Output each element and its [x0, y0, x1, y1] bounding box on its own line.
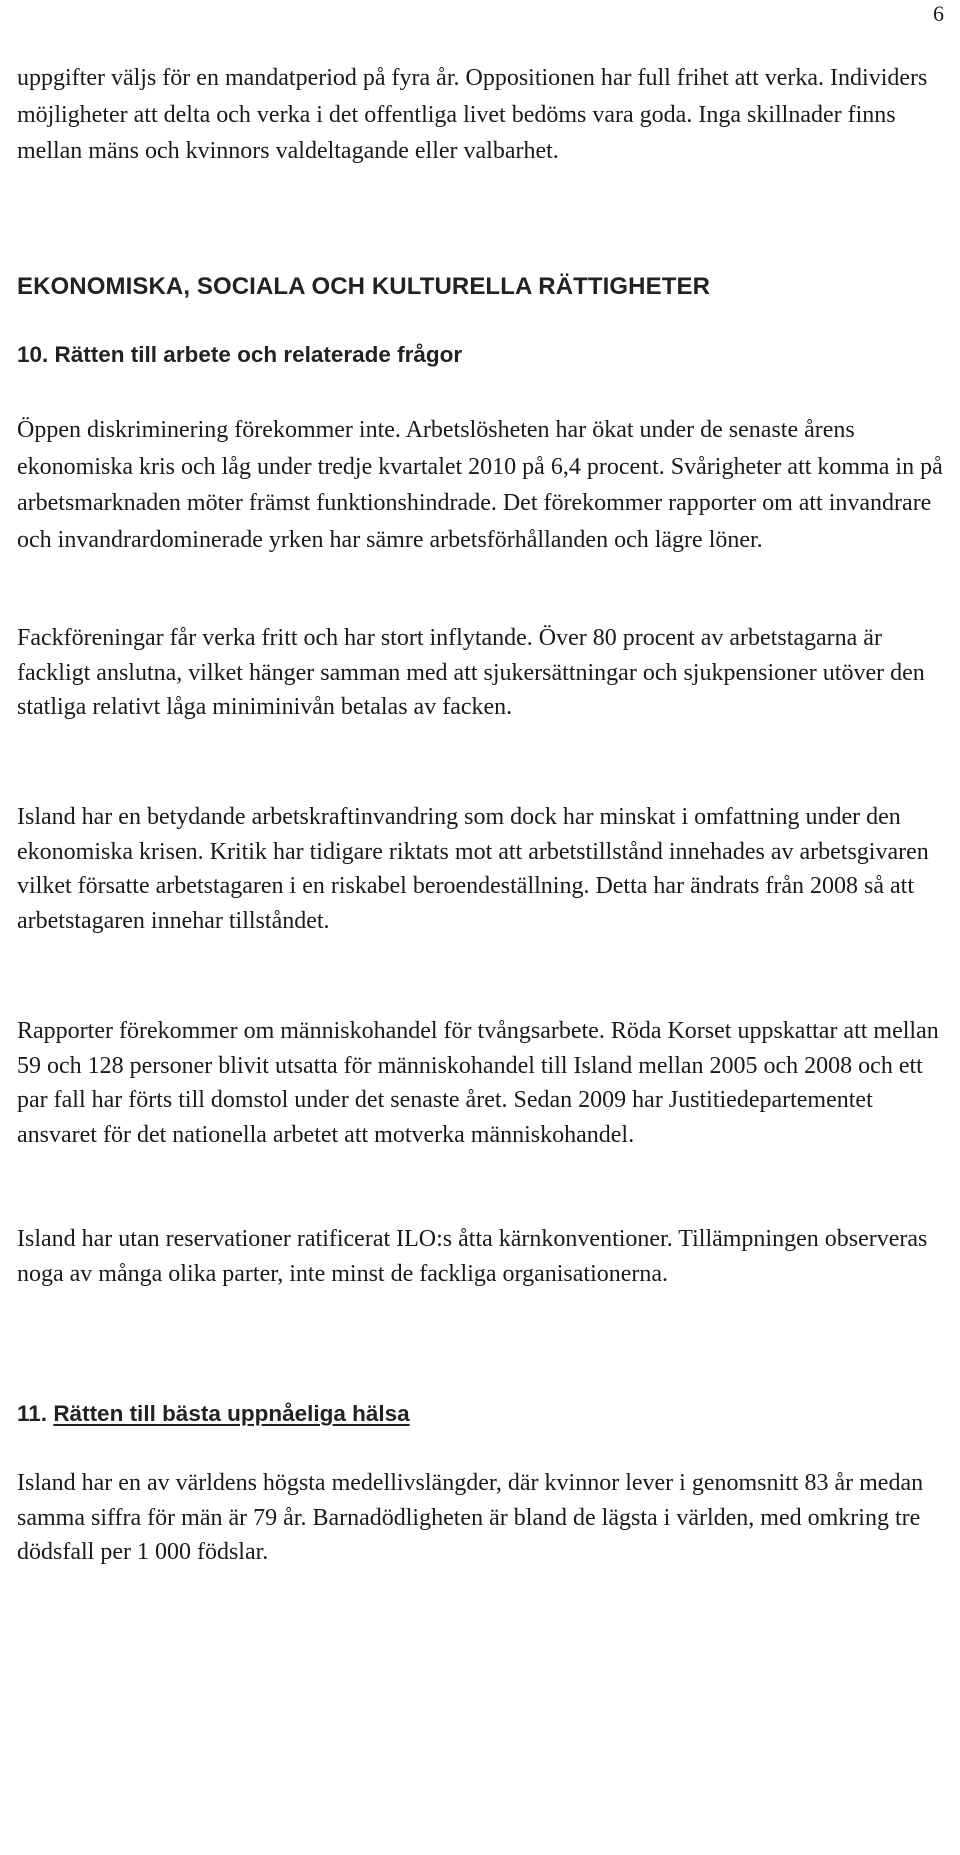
paragraph-labour-migration: Island har en betydande arbetskraftinvandring som dock har minskat i omfattning under den ekonomiska krisen. Kritik har tidigare riktats mot att arbetstillstånd innehades av arbetsgivaren vilket försatte arbetstagaren i en riskabel beroendeställning. Detta har ändrats från 2008 så att arbetstagaren innehar tillståndet. — [17, 804, 929, 934]
subsection-10-number: 10. — [17, 342, 49, 367]
paragraph-unions: Fackföreningar får verka fritt och har stort inflytande. Över 80 procent av arbetstagarna är fackligt anslutna, vilket hänger samman med att sjukersättningar och sjukpensioner utöver den statliga relativt låga miniminivån betalas av facken. — [17, 625, 925, 720]
subsection-11-number: 11. — [17, 1401, 48, 1426]
subsection-10-heading — [17, 340, 947, 370]
paragraph-human-trafficking: Rapporter förekommer om människohandel för tvångsarbete. Röda Korset uppskattar att mellan 59 och 128 personer blivit utsatta för människohandel till Island mellan 2005 och 2008 och ett par fall har förts till domstol under det senaste året. Sedan 2009 har Justitiedepartementet ansvaret för det nationella arbetet att motverka människohandel. — [17, 1018, 939, 1148]
paragraph-discrimination: Öppen diskriminering förekommer inte. Arbetslösheten har ökat under de senaste årens ekonomiska kris och låg under tredje kvartalet 2010 på 6,4 procent. Svårigheter att komma in på arbetsmarknaden möter främst funktionshindrade. Det förekommer rapporter om att invandrare och invandrardominerade yrken har sämre arbetsförhållanden och lägre löner. — [17, 417, 943, 553]
paragraph-ilo-conventions: Island har utan reservationer ratificerat ILO:s åtta kärnkonventioner. Tillämpningen observeras noga av många olika parter, inte minst de fackliga organisationerna. — [17, 1226, 928, 1287]
section-heading: EKONOMISKA, SOCIALA OCH KULTURELLA RÄTTIGHETER — [17, 273, 711, 300]
page-number: 6 — [933, 1, 944, 26]
paragraph-health: Island har en av världens högsta medellivslängder, där kvinnor lever i genomsnitt 83 år medan samma siffra för män är 79 år. Barnadödligheten är bland de lägsta i världen, med omkring tre dödsfall per 1 000 födslar. — [17, 1470, 924, 1565]
subsection-10-title: Rätten till arbete och relaterade frågor — [54, 342, 463, 367]
subsection-11-title: Rätten till bästa uppnåeliga hälsa — [53, 1401, 410, 1426]
subsection-11-heading — [17, 1399, 947, 1429]
intro-paragraph: uppgifter väljs för en mandatperiod på fyra år. Oppositionen har full frihet att verka. Individers möjligheter att delta och verka i det offentliga livet bedöms vara goda. Inga skillnader finns mellan mäns och kvinnors valdeltagande eller valbarhet. — [17, 65, 928, 164]
